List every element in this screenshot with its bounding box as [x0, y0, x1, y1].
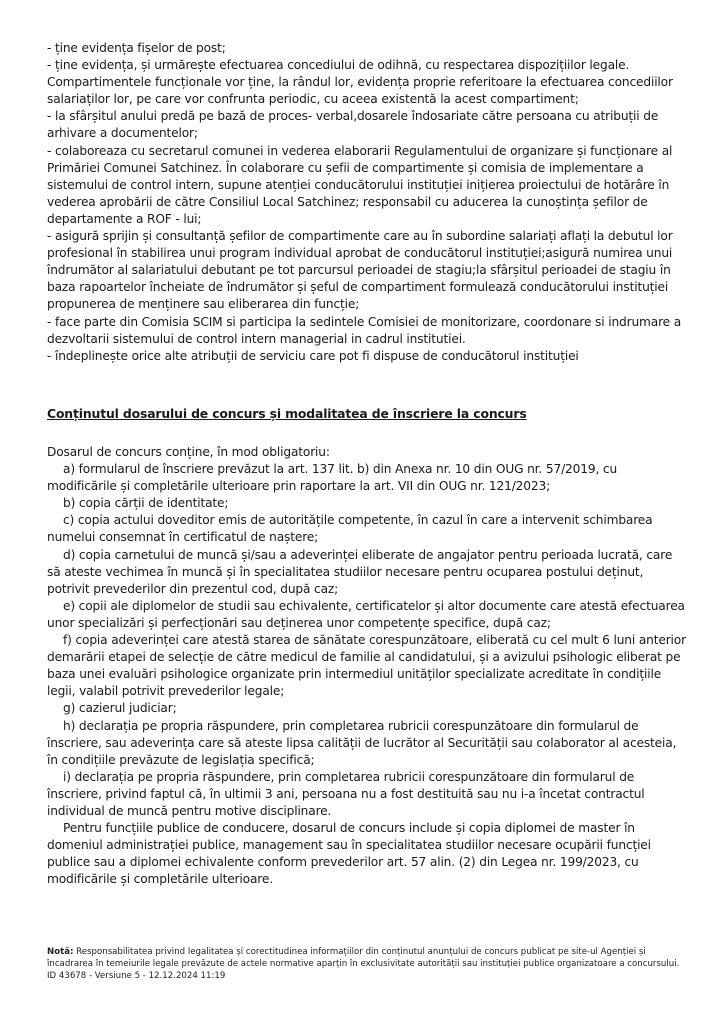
list-item: h) declarația pe propria răspundere, prin completarea rubricii corespunzătoare din formularul de înscriere, sau adeverința care să ateste lipsa calității de lucrător al Securității sau colaborator al acesteia, în condițiile prevăzute de legislația specifică;: [47, 718, 677, 767]
responsibility-item: - îndeplinește orice alte atribuții de serviciu care pot fi dispuse de conducătorul instituției: [47, 348, 579, 363]
note-text: Responsabilitatea privind legalitatea și corectitudinea informațiilor din conținutul anunțului de concurs publicat pe site-ul Agenției și încadrarea în temeiurile legale prevăzute de actele normative aparțin în exclusivitate autorității sau instituției publice organizatoare a concursului.: [47, 947, 680, 970]
responsibility-item: - ține evidența fișelor de post;: [47, 41, 226, 55]
responsibility-item: - la sfârșitul anului predă pe bază de proces- verbal,dosarele îndosariate către persoana cu atribuții de arhivare a documentelor;: [47, 109, 659, 141]
responsibilities-list: [47, 40, 687, 365]
section-heading: Conținutul dosarului de concurs și modalitatea de înscriere la concurs: [47, 406, 527, 421]
list-item: b) copia cărții de identitate;: [63, 496, 229, 511]
dossier-requirements: [47, 444, 689, 888]
page-footer: [47, 946, 687, 983]
responsibility-item: - ține evidența, și urmărește efectuarea concediului de odihnă, cu respectarea dispozițiilor legale. Compartimentele funcționale vor ține, la rândul lor, evidența proprie referitoare la efectuarea concediilor salariaților lor, pe care vor confrunta periodic, cu aceea existentă la acest compartiment;: [47, 58, 673, 107]
list-item: c) copia actului doveditor emis de autoritățile competente, în cazul în care a intervenit schimbarea numelui consemnat în certificatul de naștere;: [47, 513, 653, 545]
list-item: Pentru funcțiile publice de conducere, dosarul de concurs include și copia diplomei de master în domeniul administrației publice, management sau în specialitatea studiilor necesare ocupării funcției publice sau a diplomei echivalente conform prevederilor art. 57 alin. (2) din Legea nr. 199/2023, cu modificările și completările ulterioare.: [47, 821, 651, 887]
note-label: Notă:: [47, 947, 74, 957]
document-id: ID 43678 - Versiune 5 - 12.12.2024 11:19: [47, 971, 226, 982]
footer-note: [47, 946, 687, 970]
list-item: f) copia adeverinței care atestă starea de sănătate corespunzătoare, eliberată cu cel mult 6 luni anterior demarării etapei de selecție de către medicul de familie al candidatului, și a avizului psihologic eliberat pe baza unei evaluări psihologice organizate prin intermediul unităților specializate acreditate în condițiile legii, valabil potrivit prevederilor legale;: [47, 633, 686, 699]
list-item: d) copia carnetului de muncă și/sau a adeverinței eliberate de angajator pentru perioada lucrată, care să ateste vechimea în muncă și în specialitatea studiilor necesare pentru ocuparea postului deținut, potrivit prevederilor din prezentul cod, după caz;: [47, 547, 673, 596]
responsibility-item: - face parte din Comisia SCIM si participa la sedintele Comisiei de monitorizare, coordonare si indrumare a dezvoltarii sistemului de control intern managerial in cadrul institutiei.: [47, 314, 682, 346]
list-item: e) copii ale diplomelor de studii sau echivalente, certificatelor și altor documente care atestă efectuarea unor specializări și perfecționări sau deținerea unor competențe specifice, după caz;: [47, 598, 685, 630]
list-item: g) cazierul judiciar;: [63, 701, 177, 716]
list-item: a) formularul de înscriere prevăzut la art. 137 lit. b) din Anexa nr. 10 din OUG nr. 57/2019, cu modificările și completările ulterioare prin raportare la art. VII din OUG nr. 121/2023;: [47, 462, 618, 494]
responsibility-item: - asigură sprijin și consultanță șefilor de compartimente care au în subordine salariați aflați la debutul lor profesional în stabilirea unui program individual aprobat de conducătorul instituției;asigură numirea unui îndrumător al salariatului debutant pe tot parcursul perioadei de stagiu;la sfârșitul perioadei de stagiu în baza rapoartelor încheiate de îndrumător și șeful de compartiment formulează conducătorului instituției propunerea de menținere sau eliberarea din funcție;: [47, 229, 673, 312]
list-item: i) declarația pe propria răspundere, prin completarea rubricii corespunzătoare din formularul de înscriere, privind faptul că, în ultimii 3 ani, persoana nu a fost destituită sau nu i-a încetat contractul individual de muncă pentru motive disciplinare.: [47, 769, 645, 818]
intro-text: Dosarul de concurs conține, în mod obligatoriu:: [47, 445, 330, 459]
responsibility-item: - colaboreaza cu secretarul comunei in vederea elaborarii Regulamentului de organizare și funcționare al Primăriei Comunei Satchinez. În colaborare cu șefii de compartimente și comisia de implementare a sistemului de control intern, supune atenției conducătorului instituției inițierea proiectului de hotărâre în vederea aprobării de către Consiliul Local Satchinez; responsabil cu aducerea la cunoștința șefilor de departamente a ROF - lui;: [47, 143, 673, 226]
